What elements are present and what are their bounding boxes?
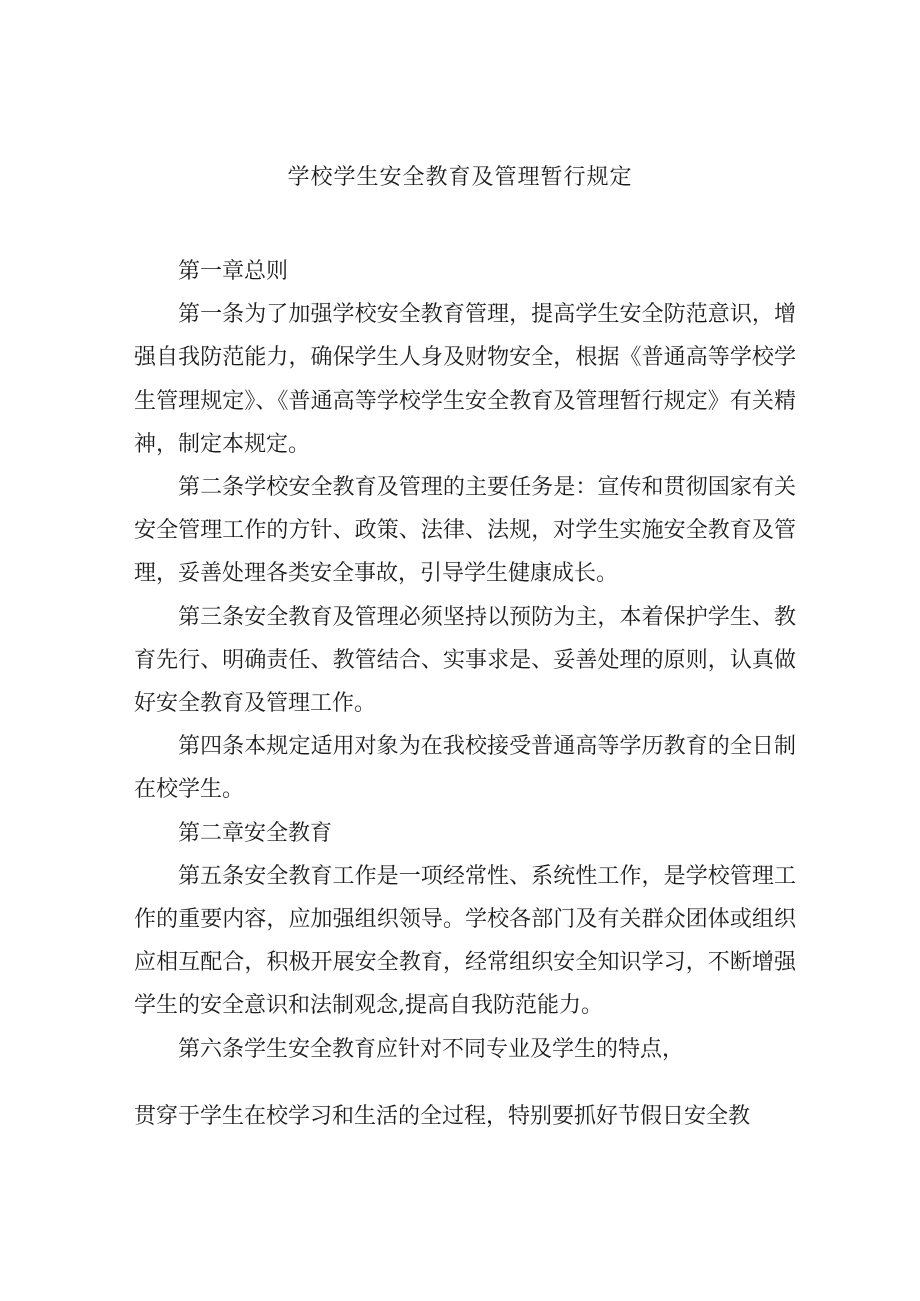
document-body — [134, 250, 796, 1138]
chapter-heading-2: 第二章安全教育 — [178, 820, 333, 846]
article-5: 第五条安全教育工作是一项经常性、系统性工作，是学校管理工作的重要内容，应加强组织领导。学校各部门及有关群众团体或组织应相互配合，积极开展安全教育，经常组织安全知识学习，不断增强学生的安全意识和法制观念,提高自我防范能力。 — [134, 863, 796, 1019]
article-6-continuation: 贯穿于学生在校学习和生活的全过程，特别要抓好节假日安全教 — [134, 1103, 751, 1129]
document-title: 学校学生安全教育及管理暂行规定 — [287, 165, 633, 190]
chapter-heading-1: 第一章总则 — [178, 259, 289, 284]
article-2: 第二条学校安全教育及管理的主要任务是：宣传和贯彻国家有关安全管理工作的方针、政策、法律、法规，对学生实施安全教育及管理，妥善处理各类安全事故，引导学生健康成长。 — [134, 475, 796, 587]
article-1: 第一条为了加强学校安全教育管理，提高学生安全防范意识，增强自我防范能力，确保学生人身及财物安全，根据《普通高等学校学生管理规定》、《普通高等学校学生安全教育及管理暂行规定》有关精神，制定本规定。 — [134, 302, 796, 457]
article-6: 第六条学生安全教育应针对不同专业及学生的特点， — [178, 1036, 685, 1062]
article-4: 第四条本规定适用对象为在我校接受普通高等学历教育的全日制在校学生。 — [134, 734, 796, 803]
article-3: 第三条安全教育及管理必须坚持以预防为主，本着保护学生、教育先行、明确责任、教管结合、实事求是、妥善处理的原则，认真做好安全教育及管理工作。 — [134, 604, 796, 717]
